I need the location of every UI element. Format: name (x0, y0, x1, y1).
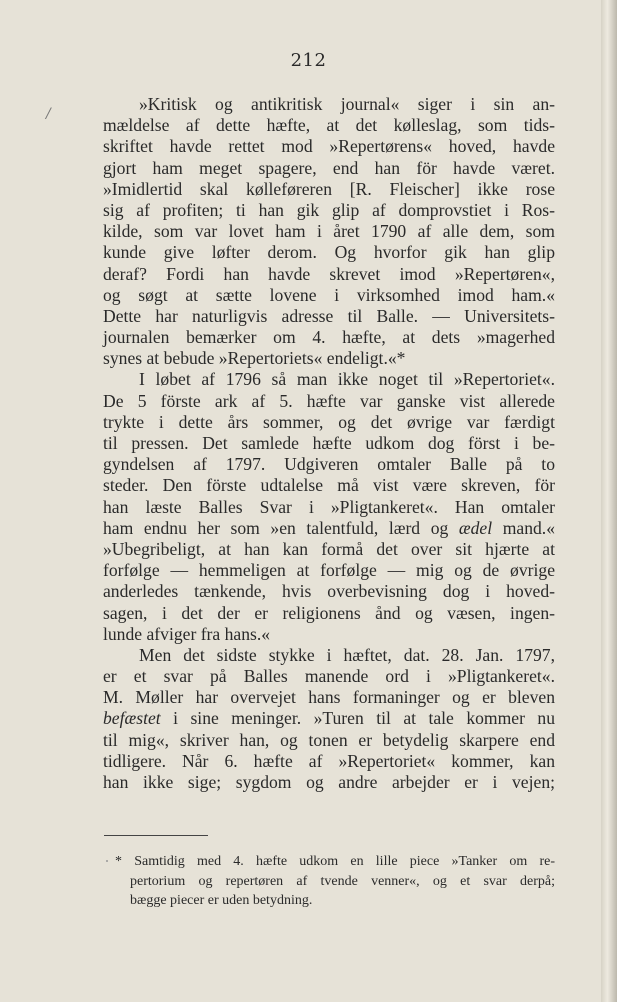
footnote (115, 852, 555, 911)
text-line: M. Møller har overvejet hans formaninger og er bleven (103, 687, 555, 708)
text-line: han ikke sige; sygdom og andre arbejder er i vejen; (103, 772, 555, 792)
text-line: deraf? Fordi han havde skrevet imod »Repertøren«, (103, 263, 555, 284)
text-line: sagen, i det der er religionens ånd og væsen, ingen- (103, 602, 555, 623)
text-line: lunde afviger fra hans.« (103, 623, 271, 644)
text-line: Men det sidste stykke i hæftet, dat. 28. Jan. 1797, (139, 644, 555, 665)
footnote-line: * Samtidig med 4. hæfte udkom en lille piece »Tanker om re- (115, 854, 555, 869)
text-line: anderledes tænkende, hvis overbevisning dog i hoved- (103, 581, 555, 602)
footnote-rule (104, 835, 208, 836)
text-line: gjort ham meget spagere, end han för havde været. (103, 157, 555, 178)
text-line: »Kritisk og antikritisk journal« siger i sin an- (139, 94, 555, 114)
margin-mark: / (46, 106, 51, 122)
text-line: skriftet havde rettet mod »Repertørens« hoved, havde (103, 136, 555, 157)
text-segment: mand.« (492, 517, 555, 538)
text-segment: i sine meninger. »Turen til at tale kommer nu (160, 708, 555, 729)
text-segment: ham endnu her som »en talentfuld, lærd og (103, 517, 459, 538)
text-line: De 5 förste ark af 5. hæfte var ganske vist allerede (103, 390, 555, 411)
body-text (103, 94, 555, 793)
text-line: kilde, som var lovet ham i året 1790 af alle dem, som (103, 221, 555, 242)
footnote-line: bægge piecer er uden betydning. (130, 893, 313, 908)
italic-word: befæstet (103, 708, 161, 729)
text-line: forfølge — hemmeligen at forfølge — mig og de øvrige (103, 560, 555, 581)
text-line: og søgt at sætte lovene i virksomhed imod ham.« (103, 284, 555, 305)
text-line: journalen bemærker om 4. hæfte, at dets »magerhed (103, 327, 555, 348)
page-number: 212 (290, 50, 327, 71)
text-line: trykte i dette års sommer, og det øvrige var færdigt (103, 411, 555, 432)
text-line: Dette har naturligvis adresse til Balle. — Universitets- (103, 305, 555, 326)
text-line: »Imidlertid skal kølleføreren [R. Fleischer] ikke rose (103, 178, 555, 199)
text-line: til pressen. Det samlede hæfte udkom dog först i be- (103, 433, 555, 453)
text-line-edel (103, 518, 555, 539)
speck (106, 860, 108, 862)
text-line: »Ubegribeligt, at han kan formå det over sit hjærte at (103, 538, 555, 559)
text-line: til mig«, skriver han, og tonen er betydelig skarpere end (103, 729, 555, 750)
text-line: tidligere. Når 6. hæfte af »Repertoriet« kommer, kan (103, 750, 555, 771)
footnote-line: pertorium og repertøren af tvende venner«, og et svar derpå; (130, 873, 555, 889)
text-line: kunde give løfter derom. Og hvorfor gik han glip (103, 242, 555, 263)
text-line: synes at bebude »Repertoriets« endeligt.«* (103, 348, 406, 369)
text-line: er et svar på Balles manende ord i »Pligtankeret«. (103, 666, 555, 687)
text-line: steder. Den förste udtalelse må vist være skreven, för (103, 475, 555, 496)
text-line: han læste Balles Svar i »Pligtankeret«. Han omtaler (103, 496, 555, 517)
text-line: mældelse af dette hæfte, at det kølleslag, som tids- (103, 115, 555, 136)
text-line: sig af profiten; ti han gik glip af domprovstiet i Ros- (103, 199, 555, 220)
text-line: I løbet af 1796 så man ikke noget til »Repertoriet«. (139, 369, 555, 390)
text-line-befaestet (103, 708, 555, 729)
italic-word: ædel (458, 517, 493, 538)
page-edge (601, 0, 617, 1002)
text-line: gyndelsen af 1797. Udgiveren omtaler Balle på to (103, 454, 555, 475)
